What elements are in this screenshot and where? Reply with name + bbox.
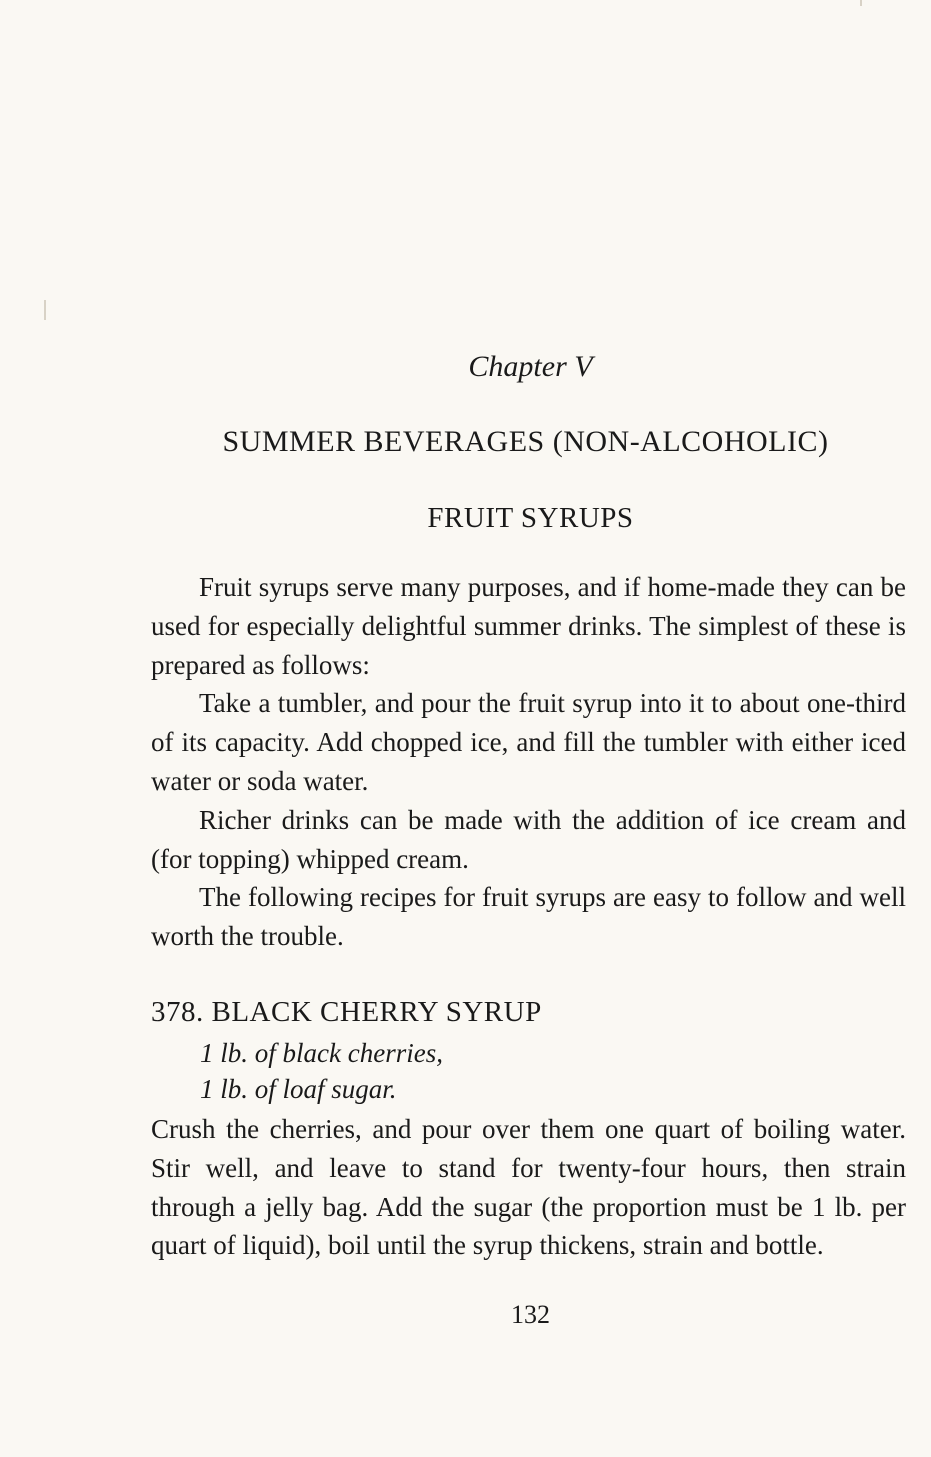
ingredient-list bbox=[200, 1035, 443, 1107]
paragraph: Richer drinks can be made with the addition of ice cream and (for topping) whipped cream. bbox=[151, 804, 906, 874]
subsection-title: FRUIT SYRUPS bbox=[427, 502, 634, 534]
paragraph: Take a tumbler, and pour the fruit syrup into it to about one-third of its capacity. Add chopped ice, and fill the tumbler with either iced water or soda water. bbox=[151, 688, 906, 796]
ingredient-item: 1 lb. of loaf sugar. bbox=[200, 1074, 397, 1104]
intro-text bbox=[151, 568, 906, 956]
section-title: SUMMER BEVERAGES (NON-ALCOHOLIC) bbox=[222, 425, 829, 458]
margin-mark bbox=[860, 0, 862, 6]
paragraph: The following recipes for fruit syrups are easy to follow and well worth the trouble. bbox=[151, 882, 906, 952]
margin-mark bbox=[44, 300, 46, 320]
page-number: 132 bbox=[511, 1300, 550, 1329]
paragraph: Fruit syrups serve many purposes, and if home-made they can be used for especially delightful summer drinks. The simplest of these is prepared as follows: bbox=[151, 572, 906, 680]
recipe-method bbox=[151, 1110, 906, 1265]
method-paragraph: Crush the cherries, and pour over them one quart of boiling water. Stir well, and leave to stand for twenty-four hours, then strain through a jelly bag. Add the sugar (the proportion must be 1 lb. per quart of liquid), boil until the syrup thickens, strain and bottle. bbox=[151, 1114, 906, 1261]
recipe-heading: 378. BLACK CHERRY SYRUP bbox=[151, 996, 542, 1028]
ingredient-item: 1 lb. of black cherries, bbox=[200, 1038, 443, 1068]
chapter-heading: Chapter V bbox=[468, 350, 593, 383]
